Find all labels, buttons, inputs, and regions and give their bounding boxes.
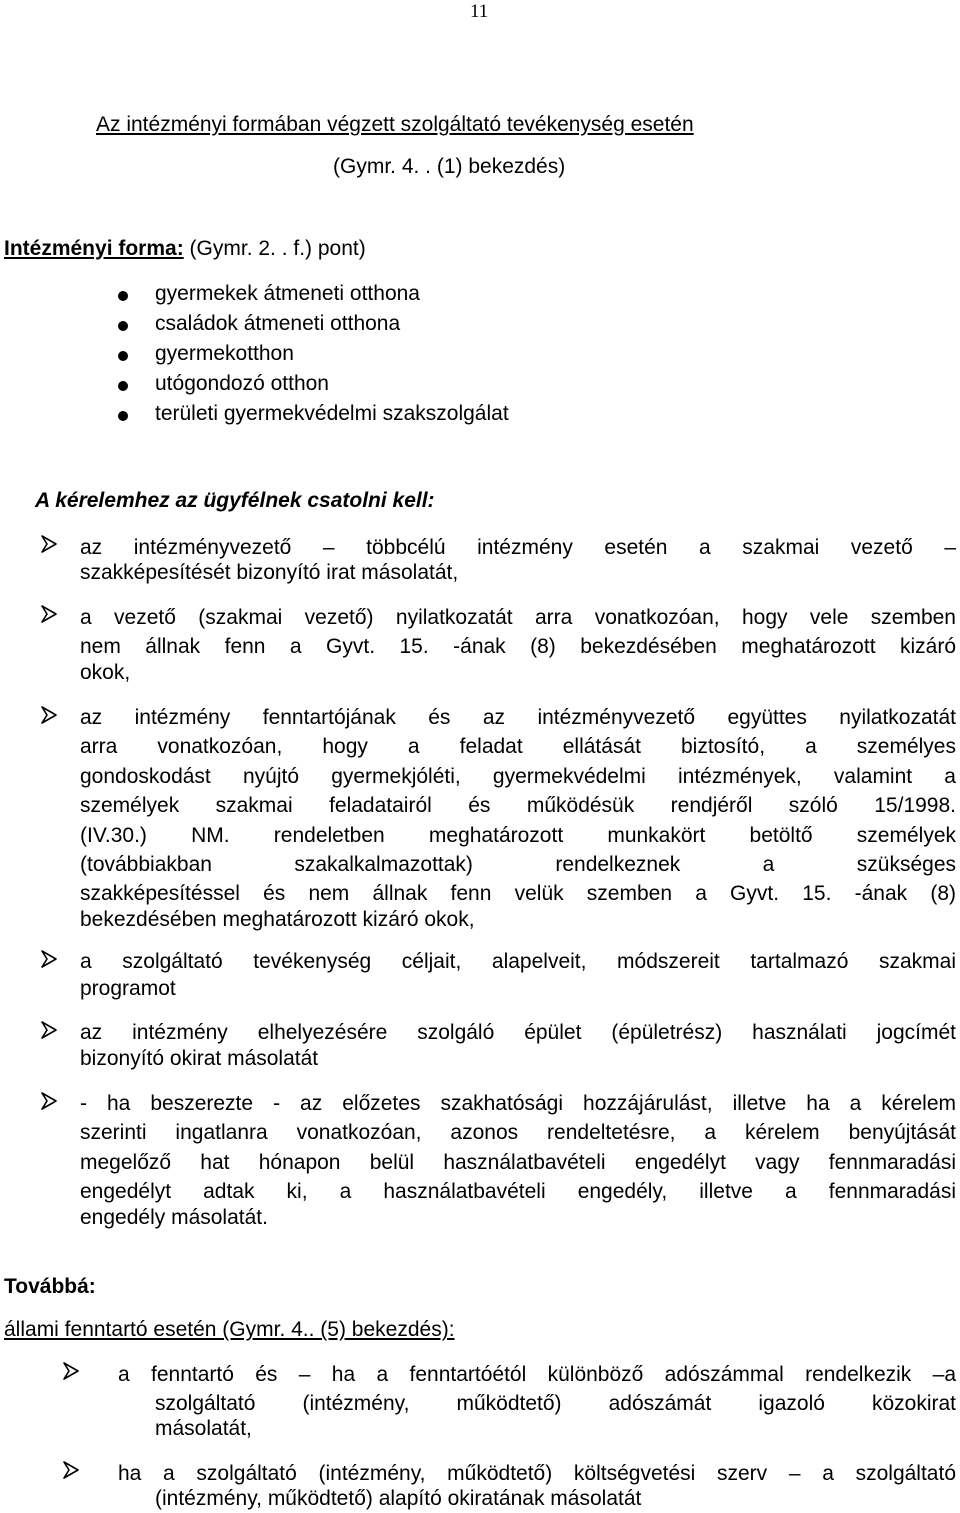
list-item-line: - ha beszerezte - az előzetes szakhatósági hozzájárulást, illetve ha a kérelem	[80, 1092, 956, 1115]
institution-form-label: Intézményi forma:	[4, 237, 184, 260]
arrow-bullet-icon	[40, 706, 58, 724]
bullet-icon	[118, 351, 128, 361]
list-item-line: (IV.30.) NM. rendeletben meghatározott munkakört betöltő személyek	[80, 823, 956, 847]
list-item-line: arra vonatkozóan, hogy a feladat ellátását biztosító, a személyes	[80, 735, 956, 759]
list-item-line: engedélyt adtak ki, a használatbavételi engedély, illetve a fennmaradási	[80, 1180, 956, 1204]
list-item	[118, 1459, 956, 1488]
section-title-reference: (Gymr. 4. . (1) bekezdés)	[333, 155, 566, 178]
page-number: 11	[470, 1, 489, 22]
state-operator-heading: állami fenntartó esetén (Gymr. 4.. (5) bekezdés):	[4, 1318, 455, 1341]
list-item-line: programot	[80, 977, 176, 1000]
bullet-icon	[118, 411, 128, 421]
list-item-line: személyek szakmai feladatairól és működésük rendjéről szóló 15/1998.	[80, 794, 956, 818]
bullet-icon	[118, 291, 128, 301]
bullet-icon	[118, 381, 128, 391]
list-item-line: okok,	[80, 661, 131, 684]
list-item-line: megelőző hat hónapon belül használatbavételi engedélyt vagy fennmaradási	[80, 1150, 956, 1174]
list-item	[80, 1089, 956, 1207]
list-item-line: szolgáltató (intézmény, működtető) adószámát igazoló közokirat	[155, 1392, 956, 1415]
list-item-line: engedély másolatát.	[80, 1206, 268, 1229]
list-item-line: a vezető (szakmai vezető) nyilatkozatát arra vonatkozóan, hogy vele szemben	[80, 606, 956, 629]
list-item: gyermekotthon	[155, 342, 294, 365]
list-item-line: az intézmény fenntartójának és az intézményvezető együttes nyilatkozatát	[80, 706, 956, 729]
list-item-line: (intézmény, működtető) alapító okiratának másolatát	[155, 1487, 642, 1510]
list-item	[80, 603, 956, 661]
arrow-bullet-icon	[40, 1092, 58, 1110]
section-title: Az intézményi formában végzett szolgáltató tevékenység esetén	[96, 113, 694, 136]
list-item-line: bekezdésében meghatározott kizáró okok,	[80, 908, 475, 931]
arrow-bullet-icon	[62, 1362, 80, 1380]
list-item-line: szakképesítését bizonyító irat másolatát,	[80, 561, 459, 584]
list-item-line: a fenntartó és – ha a fenntartóétól különböző adószámmal rendelkezik –a	[118, 1363, 956, 1386]
arrow-bullet-icon	[40, 605, 58, 623]
arrow-bullet-icon	[40, 950, 58, 968]
list-item-line: az intézményvezető – többcélú intézmény esetén a szakmai vezető –	[80, 536, 956, 559]
list-item: utógondozó otthon	[155, 372, 329, 395]
list-item-continuation	[155, 1389, 956, 1418]
list-item-line: gondoskodást nyújtó gyermekjóléti, gyermekvédelmi intézmények, valamint a	[80, 764, 956, 788]
list-item	[80, 703, 956, 909]
list-item-line: bizonyító okirat másolatát	[80, 1047, 319, 1070]
list-item-line: szakképesítéssel és nem állnak fenn velük szemben a Gyvt. 15. -ának (8)	[80, 882, 956, 906]
list-item	[80, 533, 956, 562]
list-item-line: ha a szolgáltató (intézmény, működtető) költségvetési szerv – a szolgáltató	[118, 1462, 956, 1485]
arrow-bullet-icon	[40, 535, 58, 553]
list-item-line: az intézmény elhelyezésére szolgáló épület (épületrész) használati jogcímét	[80, 1021, 956, 1044]
list-item	[118, 1360, 956, 1389]
list-item-line: (továbbiakban szakalkalmazottak) rendelkeznek a szükséges	[80, 853, 956, 877]
list-item-line: a szolgáltató tevékenység céljait, alapelveit, módszereit tartalmazó szakmai	[80, 950, 956, 973]
bullet-icon	[118, 321, 128, 331]
institution-form-reference: (Gymr. 2. . f.) pont)	[183, 237, 366, 260]
list-item: területi gyermekvédelmi szakszolgálat	[155, 402, 509, 425]
list-item-line: szerinti ingatlanra vonatkozóan, azonos rendeltetésre, a kérelem benyújtását	[80, 1121, 956, 1145]
list-item	[80, 1018, 956, 1047]
list-item: családok átmeneti otthona	[155, 312, 401, 335]
arrow-bullet-icon	[62, 1461, 80, 1479]
attachments-heading: A kérelemhez az ügyfélnek csatolni kell:	[35, 489, 435, 512]
list-item-line: másolatát,	[155, 1417, 252, 1440]
list-item-line: nem állnak fenn a Gyvt. 15. -ának (8) bekezdésében meghatározott kizáró	[80, 635, 956, 658]
arrow-bullet-icon	[40, 1021, 58, 1039]
institution-form-line	[4, 238, 366, 259]
further-heading: Továbbá:	[4, 1275, 96, 1298]
list-item	[80, 947, 956, 976]
list-item: gyermekek átmeneti otthona	[155, 282, 420, 305]
